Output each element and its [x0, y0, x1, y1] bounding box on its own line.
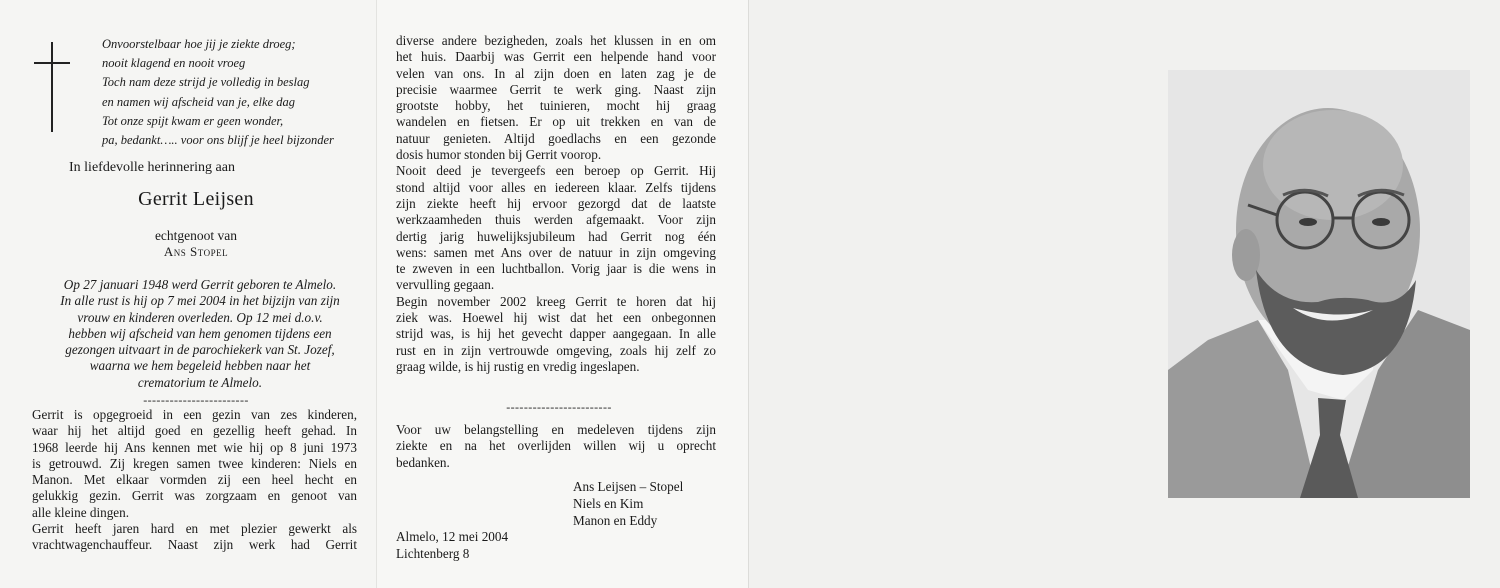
- signer-name: Niels en Kim: [573, 496, 644, 511]
- text-line: ziekte en na het overlijden willen wij u oprecht: [396, 438, 716, 454]
- text-line: dertig jarig huwelijksjubileum had Gerrit nog één: [396, 228, 716, 244]
- text-line: gelukkig gezin. Gerrit was zorgzaam en genoot van: [32, 488, 357, 504]
- poem-line: en namen wij afscheid van je, elke dag: [102, 94, 295, 109]
- text-line: alle kleine dingen.: [32, 504, 130, 520]
- text-line: Begin november 2002 kreeg Gerrit te horen dat hij: [396, 293, 716, 309]
- text-line: diverse andere bezigheden, zoals het klussen in en om: [396, 33, 716, 48]
- bio-line: crematorium te Almelo.: [137, 374, 263, 390]
- text-line: rust en in zijn vertrouwde omgeving, zoals hij zelf zo: [396, 342, 716, 358]
- bio-line: vrouw en kinderen overleden. Op 12 mei d.o.v.: [77, 309, 323, 325]
- place-and-address: [396, 528, 508, 562]
- text-line: Nooit deed je tevergeefs een beroep op Gerrit. Hij: [396, 163, 716, 179]
- deceased-name: Gerrit Leijsen: [138, 188, 254, 210]
- poem-line: Toch nam deze strijd je volledig in beslag: [102, 75, 310, 90]
- text-line: stond altijd voor alles en iedereen klaar. Zelfs tijdens: [396, 179, 716, 195]
- poem: [102, 35, 370, 150]
- text-line: het huis. Daarbij was Gerrit een helpende hand voor: [396, 49, 716, 65]
- text-line: Voor uw belangstelling en medeleven tijdens zijn: [396, 422, 716, 437]
- text-line: is getrouwd. Zij kregen samen twee kinderen: Niels en: [32, 455, 357, 471]
- text-line: wens: samen met Ans over de natuur in zijn omgeving: [396, 244, 716, 260]
- spouse-name: Ans Stopel: [163, 244, 229, 259]
- address: Lichtenberg 8: [396, 546, 470, 561]
- bio-text: [32, 277, 368, 391]
- text-line: waar hij het altijd goed en gezellig heeft gehad. In: [32, 423, 357, 439]
- text-line: zijn ziekte heeft hij ervoor gezorgd dat de laatste: [396, 195, 716, 211]
- signer-name: Ans Leijsen – Stopel: [573, 479, 684, 494]
- bio-line: hebben wij afscheid van hem genomen tijdens een: [68, 325, 332, 341]
- poem-line: Tot onze spijt kwam er geen wonder,: [102, 113, 284, 128]
- text-line: ziek was. Hoewel hij wist dat het een onbegonnen: [396, 310, 716, 326]
- separator-line: ------------------------: [506, 400, 612, 414]
- text-line: natuur genieten. Altijd goedlachs en een gezonde: [396, 130, 716, 146]
- spouse-label: echtgenoot van: [154, 228, 238, 243]
- text-line: wandelen en fietsen. Er op uit trekken en van de: [396, 114, 716, 130]
- life-story-part-1: [32, 407, 357, 554]
- text-line: Gerrit is opgegroeid in een gezin van zes kinderen,: [32, 407, 357, 422]
- text-line: graag wilde, is hij rustig en vredig ingeslapen.: [396, 358, 640, 374]
- text-line: velen van ons. In al zijn doen en laten zag je de: [396, 65, 716, 81]
- text-line: bedanken.: [396, 454, 450, 470]
- signer-name: Manon en Eddy: [573, 513, 658, 528]
- text-line: vrachtwagenchauffeur. Naast zijn werk had Gerrit: [32, 537, 357, 553]
- poem-line: pa, bedankt….. voor ons blijf je heel bijzonder: [102, 133, 334, 148]
- text-line: Gerrit heeft jaren hard en met plezier gewerkt als: [32, 521, 357, 537]
- text-line: dosis humor stonden bij Gerrit voorop.: [396, 147, 602, 163]
- text-line: werkzaamheden thuis werden afgemaakt. Voor zijn: [396, 212, 716, 228]
- text-line: 1968 leerde hij Ans kennen met wie hij op 8 juni 1973: [32, 439, 357, 455]
- text-line: vervulling gegaan.: [396, 277, 495, 293]
- memory-heading: In liefdevolle herinnering aan: [69, 160, 235, 175]
- bio-line: waarna we hem begeleid hebben naar het: [89, 358, 311, 374]
- signatories: [573, 478, 683, 529]
- place-date: Almelo, 12 mei 2004: [396, 529, 509, 544]
- poem-line: Onvoorstelbaar hoe jij je ziekte droeg;: [102, 37, 296, 51]
- bio-line: In alle rust is hij op 7 mei 2004 in het bijzijn van zijn: [60, 293, 340, 309]
- thanks-text: [396, 422, 716, 471]
- text-line: te zweven in een luchtballon. Vorig jaar is die wens in: [396, 261, 716, 277]
- cross-icon: [34, 42, 70, 132]
- text-line: precisie waarmee Gerrit te werk ging. Naast zijn: [396, 81, 716, 97]
- text-line: grootste hobby, het tuinieren, mocht hij graag: [396, 98, 716, 114]
- portrait-photo: [1168, 70, 1470, 498]
- bio-line: Op 27 januari 1948 werd Gerrit geboren te Almelo.: [63, 277, 337, 292]
- poem-line: nooit klagend en nooit vroeg: [102, 56, 246, 71]
- separator-line: ------------------------: [143, 393, 249, 407]
- bio-line: gezongen uitvaart in de parochiekerk van St. Jozef,: [65, 342, 335, 358]
- life-story-part-2: [396, 33, 716, 375]
- text-line: strijd was, is hij het gevecht dapper aangegaan. In alle: [396, 326, 716, 342]
- text-line: Manon. Met elkaar vormden zij een heel hecht en: [32, 472, 357, 488]
